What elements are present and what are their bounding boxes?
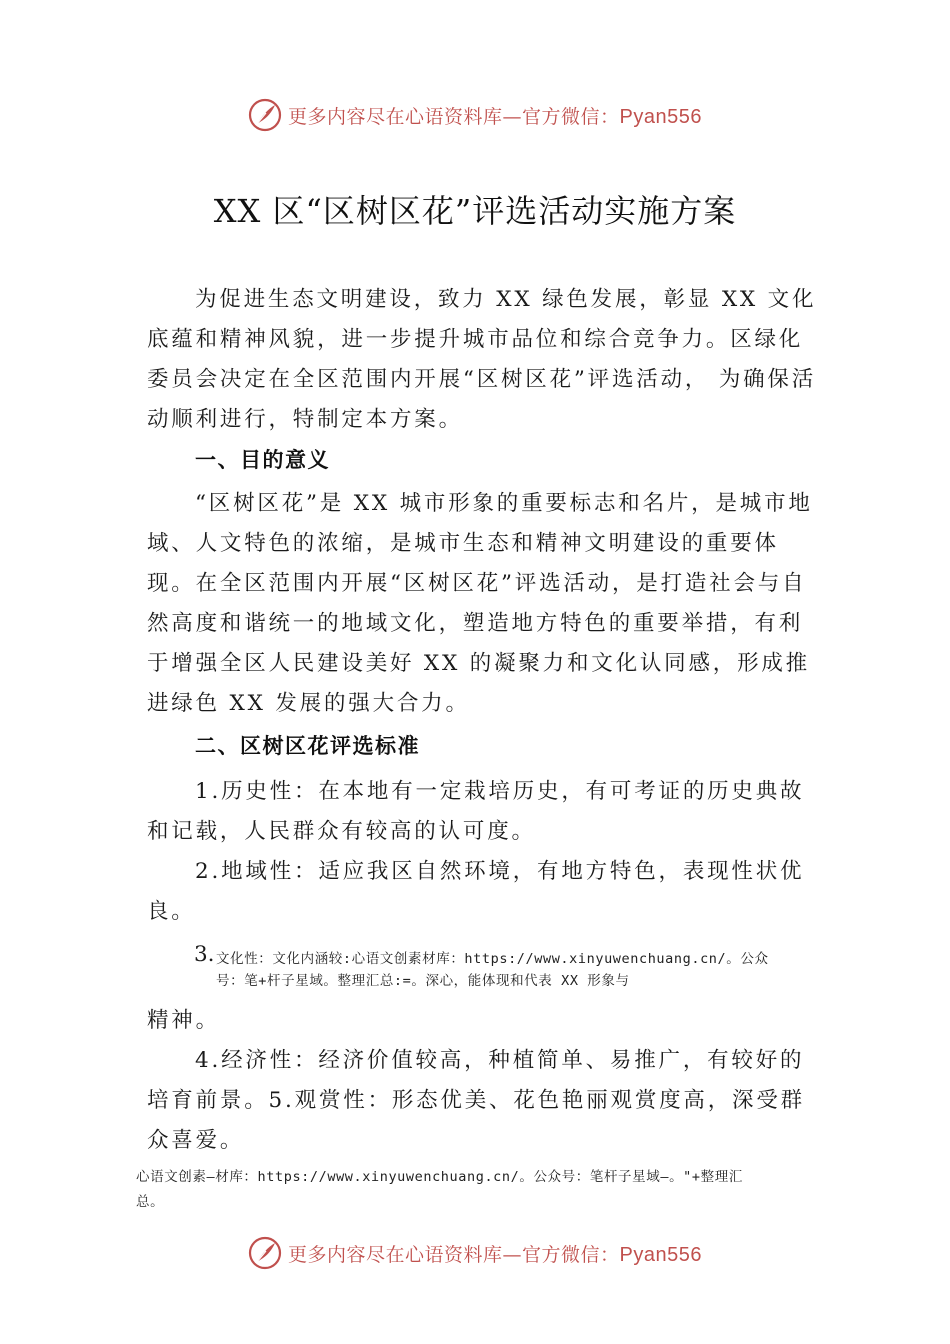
criterion-economy-line1: 4.经济性：经济价值较高，种植简单、易推广，有较好的 bbox=[195, 1048, 805, 1073]
purpose-paragraph: “区树区花”是 XX 城市形象的重要标志和名片，是城市地域、人文特色的浓缩，是城市生态和精神文明建设的重要体现。在全区范围内开展“区树区花”评选活动，是打造社会与自然高度和谐统一的地域文化，塑造地方特色的重要举措，有利于增强全区人民建设美好 XX 的凝聚力和文化认同感，形成推进绿色 XX 发展的强大合力。 bbox=[147, 491, 813, 716]
intro-paragraph: 为促进生态文明建设，致力 XX 绿色发展，彰显 XX 文化底蕴和精神风貌，进一步提升城市品位和综合竞争力。区绿化委员会决定在全区范围内开展“区树区花”评选活动， 为确保活动顺利进行，特制定本方案。 bbox=[147, 287, 817, 432]
feather-pen-logo-icon bbox=[248, 1236, 282, 1270]
footer-banner bbox=[0, 1233, 950, 1273]
banner-text: 更多内容尽在心语资料库—官方微信：Pyan556 bbox=[288, 105, 702, 128]
feather-pen-logo-icon bbox=[248, 98, 282, 132]
criterion-culture-tail: 精神。 bbox=[147, 1008, 220, 1033]
banner-text: 更多内容尽在心语资料库—官方微信：Pyan556 bbox=[288, 1243, 702, 1266]
criterion-history: 1.历史性：在本地有一定栽培历史，有可考证的历史典故和记载，人民群众有较高的认可度。 bbox=[147, 779, 805, 844]
section-heading-purpose: 一、目的意义 bbox=[195, 448, 330, 472]
footer-note-line2: 总。 bbox=[136, 1194, 165, 1210]
criterion-culture-number: 3. bbox=[194, 942, 215, 967]
footer-note-line1: 心语文创素—材库：https://www.xinyuwenchuang.cn/。公众号：笔杆子星域—。"+整理汇 bbox=[136, 1169, 743, 1185]
criterion-culture-line1: 文化性：文化内涵较:心语文创素材库：https://www.xinyuwenchuang.cn/。公众 bbox=[216, 951, 769, 967]
page-title: XX 区“区树区花”评选活动实施方案 bbox=[213, 192, 737, 230]
criterion-economy-line3: 众喜爱。 bbox=[147, 1128, 245, 1153]
section-heading-criteria: 二、区树区花评选标准 bbox=[195, 734, 420, 758]
header-banner bbox=[0, 95, 950, 135]
criterion-culture-line2: 号：笔+杆子星域。整理汇总:=。深心，能体现和代表 XX 形象与 bbox=[216, 973, 630, 989]
criterion-region: 2.地域性：适应我区自然环境，有地方特色，表现性状优良。 bbox=[147, 859, 805, 924]
criterion-economy-line2: 培育前景。5.观赏性：形态优美、花色艳丽观赏度高，深受群 bbox=[147, 1088, 805, 1113]
